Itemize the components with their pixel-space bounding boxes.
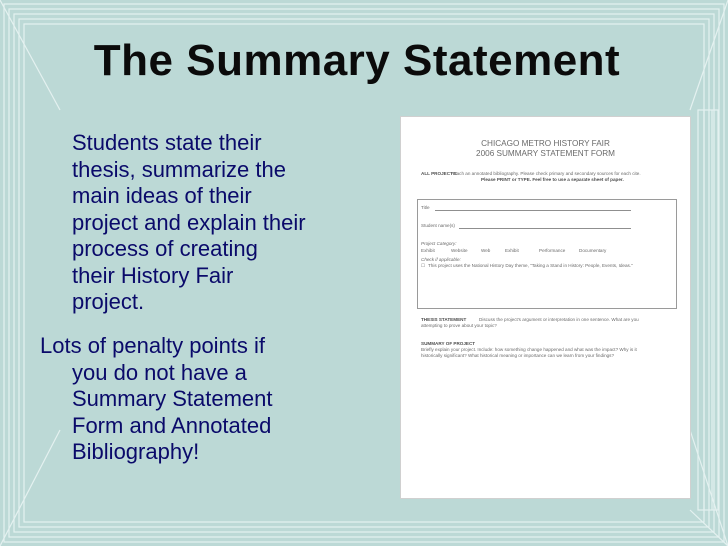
thesis-label: THESIS STATEMENT: [421, 317, 467, 322]
all-projects-label: ALL PROJECTS:: [421, 171, 458, 176]
category-option-2: Website: [451, 248, 468, 253]
summary-label: SUMMARY OF PROJECT: [421, 341, 476, 346]
category-option-1: Exhibit: [421, 248, 435, 253]
students-label: Student name(s): [421, 223, 455, 228]
all-projects-text-1: Attach an annotated bibliography. Please check primary and secondary sources for each cite.: [451, 171, 641, 176]
check-label: Check if applicable:: [421, 257, 461, 262]
form-header-2: 2006 SUMMARY STATEMENT FORM: [476, 149, 615, 158]
category-label: Project Category:: [421, 241, 457, 246]
students-underline: [459, 228, 631, 229]
summary-text-2: historically significant? What historical meaning or importance can we learn from your findings?: [421, 353, 615, 358]
all-projects-text-2: Please PRINT or TYPE. Feel free to use a separate sheet of paper.: [481, 177, 624, 182]
thesis-text-1: Discuss the project's argument or interpretation in one sentence. What are you: [479, 317, 639, 322]
form-header-1: CHICAGO METRO HISTORY FAIR: [481, 139, 610, 148]
category-option-3: Web: [481, 248, 491, 253]
category-option-5: Performance: [539, 248, 566, 253]
thesis-text-2: attempting to prove about your topic?: [421, 323, 497, 328]
check-text: This project uses the National History Day theme, "Taking a Stand in History: People, Events, Ideas.": [428, 263, 633, 268]
body-paragraph-2: Lots of penalty points if you do not have a Summary Statement Form and Annotated Bibliography!: [40, 333, 273, 464]
slide-title: The Summary Statement: [93, 36, 621, 85]
check-box-icon: ☐: [421, 263, 426, 268]
body-paragraph-1: Students state their thesis, summarize the main ideas of their project and explain their process of creating their History Fair project.: [72, 130, 306, 314]
summary-text-1: Briefly explain your project. Include: how something change happened and what was the impact? Why is it: [421, 347, 637, 352]
title-label: Title: [421, 205, 430, 210]
category-option-4: Exhibit: [505, 248, 519, 253]
form-details-box: [417, 199, 677, 309]
title-underline: [435, 210, 631, 211]
summary-statement-form-image: [400, 116, 691, 499]
category-option-6: Documentary: [579, 248, 607, 253]
